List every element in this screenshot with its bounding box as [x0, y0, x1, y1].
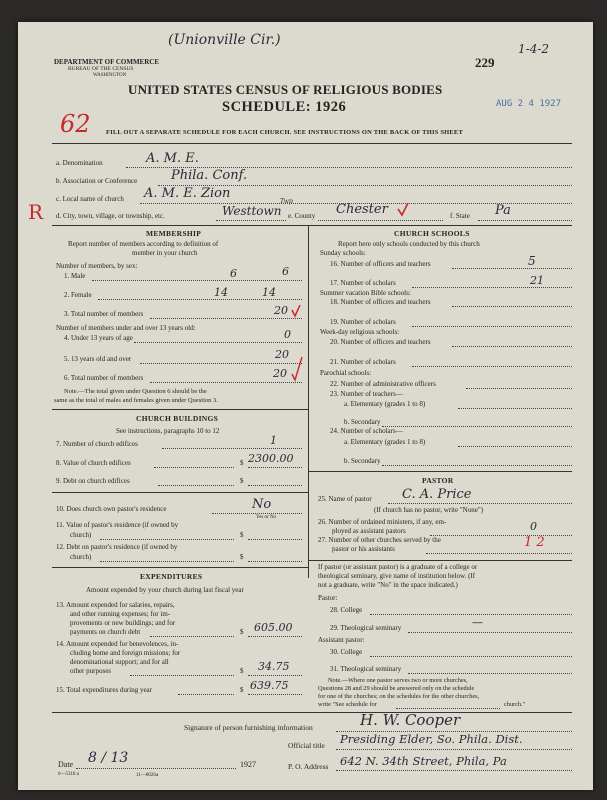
- q14-label-3: denominational support; and for all: [70, 658, 169, 666]
- q10-hint: Yes or No: [256, 515, 277, 520]
- q1-value-b: 6: [282, 265, 289, 278]
- q8-field: [248, 467, 302, 468]
- membership-title: MEMBERSHIP: [146, 229, 202, 238]
- q22-field: [466, 388, 572, 389]
- q28-label: 28. College: [330, 606, 363, 614]
- assistant-head: Assistant pastor:: [318, 636, 365, 644]
- q8-dots: [154, 467, 234, 468]
- q27-value: 1 2: [524, 535, 545, 550]
- q20-field: [452, 346, 572, 347]
- q20-label: 20. Number of officers and teachers: [330, 338, 431, 346]
- q12-field: [248, 561, 302, 562]
- received-date-stamp: AUG 2 4 1927: [496, 99, 562, 109]
- q30-label: 30. College: [330, 648, 363, 656]
- state-field: [478, 220, 572, 221]
- city-value: Westtown: [222, 204, 282, 218]
- date-year: 1927: [240, 760, 256, 769]
- q6-field: [150, 382, 302, 383]
- q27-label-2: pastor or his assistants: [332, 545, 395, 553]
- q1-label: 1. Male: [64, 272, 86, 280]
- q12-label-1: 12. Debt on pastor's residence (if owned by: [56, 543, 178, 551]
- q3-label: 3. Total number of members: [64, 310, 144, 318]
- city-note: Twp: [280, 198, 293, 205]
- q30-field: [370, 656, 572, 657]
- q7-value: 1: [270, 434, 277, 447]
- conference-label: b. Association or Conference: [56, 177, 138, 185]
- signature-value: H. W. Cooper: [360, 711, 461, 729]
- local-name-value: A. M. E. Zion: [144, 186, 231, 201]
- q13-label-3: provements or new buildings; and for: [70, 619, 176, 627]
- corner-note: 1-4-2: [518, 42, 550, 56]
- q8-dollar: $: [240, 459, 244, 467]
- form-subtitle: SCHEDULE: 1926: [222, 99, 347, 115]
- date-field: [76, 768, 236, 769]
- q5-value: 20: [275, 348, 289, 361]
- q1-field: [92, 280, 302, 281]
- q25-field: [388, 503, 572, 504]
- q10-label: 10. Does church own pastor's residence: [56, 505, 167, 513]
- city-field: [216, 220, 286, 221]
- pastor-note-field: [396, 708, 500, 709]
- sunday-label: Sunday schools:: [320, 249, 366, 257]
- q25-hint: (If church has no pastor, write "None"): [374, 506, 484, 514]
- q24a-field: [458, 446, 572, 447]
- census-schedule-sheet: [18, 22, 593, 790]
- q13-dots: [150, 636, 234, 637]
- grid-center-line: [308, 225, 309, 578]
- q2-value-a: 14: [214, 286, 228, 299]
- q8-value: 2300.00: [248, 452, 294, 465]
- address-field: [336, 770, 572, 771]
- q24b-label: b. Secondary: [344, 457, 381, 465]
- county-label: e. County: [288, 212, 316, 220]
- q7-field: [162, 448, 302, 449]
- state-value: Pa: [495, 203, 511, 218]
- q31-label: 31. Theological seminary: [330, 665, 402, 673]
- q19-label: 19. Number of scholars: [330, 318, 396, 326]
- q19-field: [412, 326, 572, 327]
- membership-note-2: same as the total of males and females given under Question 3.: [54, 397, 218, 404]
- q15-label: 15. Total expenditures during year: [56, 686, 152, 694]
- q26-label-1: 26. Number of ordained ministers, if any, em-: [318, 518, 447, 526]
- q15-dollar: $: [240, 686, 244, 694]
- q2-field: [98, 299, 302, 300]
- q16-label: 16. Number of officers and teachers: [330, 260, 431, 268]
- schools-bottom-line: [308, 471, 572, 472]
- q10-value: No: [252, 497, 272, 512]
- q17-label: 17. Number of scholars: [330, 279, 396, 287]
- q3-value: 20: [274, 304, 288, 317]
- date-label: Date: [58, 760, 74, 769]
- q6-check-mark: [291, 356, 303, 382]
- pastor-note-1: Note.—Where one pastor serves two or more churches,: [328, 677, 468, 684]
- red-mark: R: [28, 200, 44, 224]
- instruction-line: FILL OUT A SEPARATE SCHEDULE FOR EACH CHURCH. SEE INSTRUCTIONS ON THE BACK OF THIS SHEET: [106, 129, 464, 136]
- q14-label-4: other purposes: [70, 667, 112, 675]
- q6-value: 20: [273, 367, 287, 380]
- q13-label-2: and other running expenses; for im-: [70, 610, 171, 618]
- parochial-label: Parochial schools:: [320, 369, 372, 377]
- q13-value: 605.00: [254, 621, 293, 634]
- schools-title: CHURCH SCHOOLS: [394, 229, 470, 238]
- q17-field: [412, 287, 572, 288]
- q15-value: 639.75: [250, 679, 289, 692]
- q13-label-4: payments on church debt: [70, 628, 141, 636]
- expenditures-title: EXPENDITURES: [140, 572, 203, 581]
- q7-label: 7. Number of church edifices: [56, 440, 138, 448]
- official-title-value: Presiding Elder, So. Phila. Dist.: [340, 732, 523, 746]
- q26-field: [430, 535, 572, 536]
- local-name-label: c. Local name of church: [56, 195, 124, 203]
- q9-bottom-line: [52, 492, 308, 493]
- grid-top-line: [52, 225, 572, 226]
- q9-field: [248, 485, 302, 486]
- buildings-bottom-line: [52, 567, 308, 568]
- q11-dollar: $: [240, 531, 244, 539]
- q14-label-1: 14. Amount expended for benevolences, in-: [56, 640, 179, 648]
- age-head-label: Number of members under and over 13 years old:: [56, 324, 196, 332]
- q26-value: 0: [530, 520, 537, 533]
- city-label: WASHINGTON: [93, 73, 127, 78]
- q23a-label: a. Elementary (grades 1 to 8): [344, 400, 426, 408]
- official-title-label: Official title: [288, 741, 325, 750]
- q11-label-2: church): [70, 531, 92, 539]
- denomination-label: a. Denomination: [56, 159, 103, 167]
- pastor-note-5: church.": [504, 701, 526, 708]
- q1-value-a: 6: [230, 267, 237, 280]
- q29-label: 29. Theological seminary: [330, 624, 402, 632]
- date-value: 8 / 13: [88, 750, 129, 766]
- q31-field: [408, 673, 572, 674]
- membership-intro-1: Report number of members according to definition of: [68, 240, 219, 248]
- q26-label-2: ployed as assistant pastors: [332, 527, 406, 535]
- grad-note-2: theological seminary, give name of institution below. (If: [318, 572, 476, 580]
- buildings-title: CHURCH BUILDINGS: [136, 414, 219, 423]
- q13-field: [248, 636, 302, 637]
- q18-field: [452, 306, 572, 307]
- q24-label: 24. Number of scholars—: [330, 427, 403, 435]
- weekday-label: Week-day religious schools:: [320, 328, 400, 336]
- official-title-field: [336, 749, 572, 750]
- q25-value: C. A. Price: [402, 487, 472, 502]
- pastor-note-3: for one of the churches; on the schedules for the other churches,: [318, 693, 480, 700]
- by-sex-label: Number of members, by sex:: [56, 262, 138, 270]
- q18-label: 18. Number of officers and teachers: [330, 298, 431, 306]
- pastor-note-2: Questions 28 and 29 should be answered only on the schedule: [318, 685, 475, 692]
- q6-label: 6. Total number of members: [64, 374, 144, 382]
- buildings-intro: See instructions, paragraphs 10 to 12: [116, 427, 220, 435]
- q27-label-1: 27. Number of other churches served by the: [318, 536, 441, 544]
- q21-label: 21. Number of scholars: [330, 358, 396, 366]
- form-code: 6—5318 a: [58, 772, 79, 777]
- q15-field: [248, 694, 302, 695]
- city-label-d: d. City, town, village, or township, etc.: [56, 212, 165, 220]
- q9-label: 9. Debt on church edifices: [56, 477, 130, 485]
- form-code-2: 11—8026a: [136, 773, 159, 778]
- pastor-divider: [308, 560, 572, 561]
- q14-label-2: cluding home and foreign missions; for: [70, 649, 181, 657]
- summer-label: Summer vacation Bible schools:: [320, 289, 411, 297]
- q17-value: 21: [530, 274, 544, 287]
- q13-dollar: $: [240, 628, 244, 636]
- grid-bottom-line: [52, 712, 572, 713]
- q24a-label: a. Elementary (grades 1 to 8): [344, 438, 426, 446]
- grad-note-1: If pastor (or assistant pastor) is a graduate of a college or: [318, 563, 478, 571]
- pastor-head: Pastor:: [318, 594, 338, 602]
- q12-dollar: $: [240, 553, 244, 561]
- county-check-mark: [396, 202, 410, 218]
- q29-field: [408, 632, 572, 633]
- q10-field: [212, 513, 302, 514]
- denomination-value: A. M. E.: [146, 151, 199, 166]
- pastor-note-4: write "See schedule for: [318, 701, 377, 708]
- q16-value: 5: [528, 254, 536, 268]
- q23-label: 23. Number of teachers—: [330, 390, 403, 398]
- q2-value-b: 14: [262, 286, 276, 299]
- q14-dollar: $: [240, 667, 244, 675]
- q3-check-mark: [290, 304, 302, 318]
- q2-label: 2. Female: [64, 291, 92, 299]
- q12-dots: [100, 561, 234, 562]
- membership-note-1: Note.—The total given under Question 6 should be the: [64, 388, 207, 395]
- q11-dots: [100, 539, 234, 540]
- conference-value: Phila. Conf.: [171, 168, 248, 183]
- membership-intro-2: member in your church: [132, 249, 198, 257]
- q23b-field: [382, 426, 572, 427]
- q23a-field: [458, 408, 572, 409]
- dept-label: DEPARTMENT OF COMMERCE: [54, 58, 160, 66]
- q28-field: [370, 614, 572, 615]
- q23b-label: b. Secondary: [344, 418, 381, 426]
- q11-field: [248, 539, 302, 540]
- q13-label-1: 13. Amount expended for salaries, repairs,: [56, 601, 175, 609]
- q25-label: 25. Name of pastor: [318, 495, 372, 503]
- q3-field: [150, 318, 302, 319]
- q12-label-2: church): [70, 553, 92, 561]
- red-number: 62: [60, 110, 91, 138]
- handwritten-circuit: (Unionville Cir.): [168, 32, 281, 48]
- q24b-field: [382, 465, 572, 466]
- q4-field: [134, 342, 302, 343]
- q14-dots: [130, 675, 234, 676]
- q22-label: 22. Number of administrative officers: [330, 380, 436, 388]
- q11-label-1: 11. Value of pastor's residence (if owned by: [56, 521, 179, 529]
- county-field: [318, 220, 443, 221]
- q5-field: [140, 363, 302, 364]
- q9-dollar: $: [240, 477, 244, 485]
- q4-label: 4. Under 13 years of age: [64, 334, 133, 342]
- signature-label: Signature of person furnishing information: [184, 723, 313, 732]
- schools-intro: Report here only schools conducted by this church: [338, 240, 480, 248]
- expenditures-intro: Amount expended by your church during last fiscal year: [86, 586, 244, 594]
- pastor-title: PASTOR: [422, 476, 454, 485]
- q8-label: 8. Value of church edifices: [56, 459, 131, 467]
- q14-value: 34.75: [258, 660, 290, 673]
- bureau-label: BUREAU OF THE CENSUS: [68, 66, 134, 72]
- q21-field: [412, 366, 572, 367]
- county-value: Chester: [336, 202, 388, 217]
- membership-bottom-line: [52, 409, 308, 410]
- q15-dots: [178, 694, 234, 695]
- state-label: f. State: [450, 212, 470, 220]
- q5-label: 5. 13 years old and over: [64, 355, 132, 363]
- header-divider: [52, 143, 572, 144]
- form-number: 229: [475, 55, 495, 70]
- q16-field: [452, 268, 572, 269]
- q27-field: [426, 553, 572, 554]
- address-label: P. O. Address: [288, 762, 329, 771]
- form-title: UNITED STATES CENSUS OF RELIGIOUS BODIES: [128, 82, 443, 97]
- q9-dots: [158, 485, 234, 486]
- q29-value: —: [472, 616, 483, 629]
- address-value: 642 N. 34th Street, Phila, Pa: [340, 754, 507, 768]
- q14-field: [248, 675, 302, 676]
- grad-note-3: not a graduate, write "No" in the space indicated.): [318, 581, 458, 589]
- q4-value: 0: [284, 328, 291, 341]
